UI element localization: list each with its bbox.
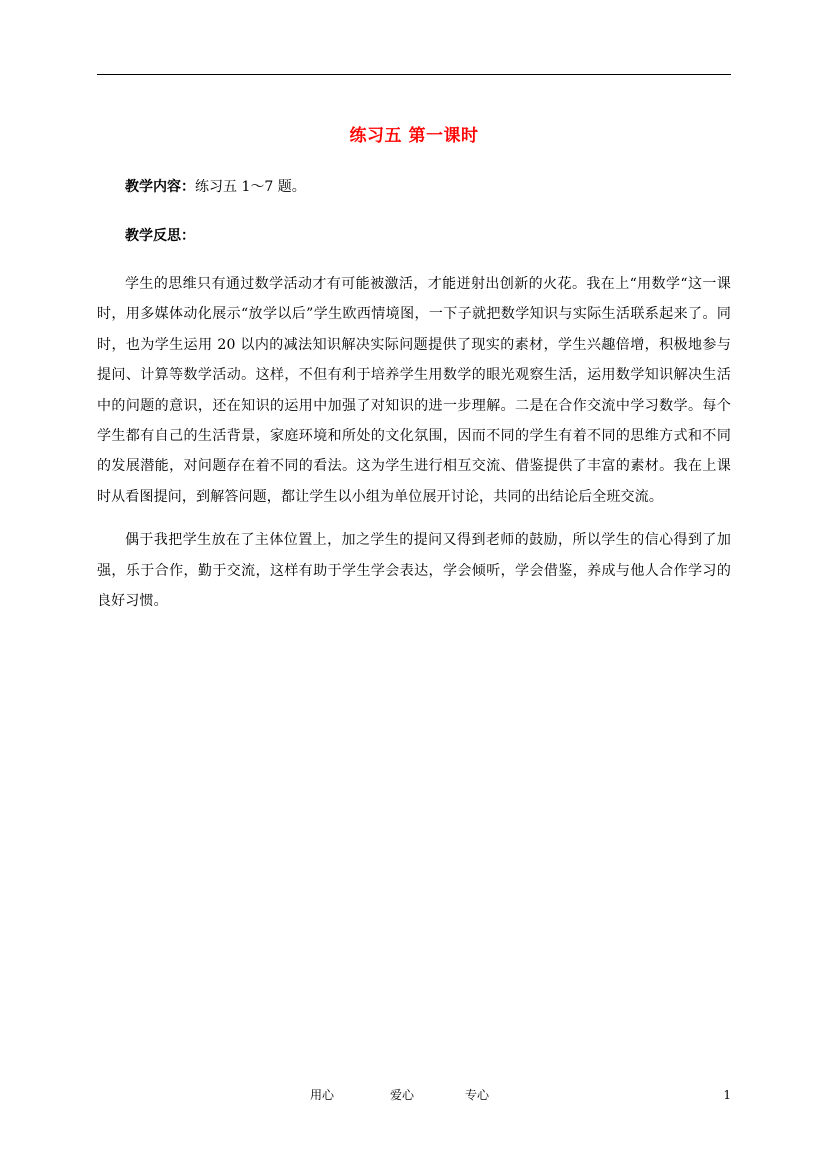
- teaching-content-line: [97, 174, 731, 200]
- footer-motto-2: 爱心: [390, 1088, 415, 1102]
- footer-motto-1: 用心: [310, 1088, 335, 1102]
- page-number: 1: [723, 1088, 731, 1102]
- document-title: 练习五 第一课时: [349, 126, 479, 146]
- teaching-content-value: 练习五 1～7 题。: [195, 179, 306, 195]
- footer-motto-3: 专心: [465, 1088, 490, 1102]
- page-footer: [0, 1085, 827, 1105]
- reflection-paragraph-2: 偶于我把学生放在了主体位置上，加之学生的提问又得到老师的鼓励，所以学生的信心得到了加强，乐于合作，勤于交流，这样有助于学生学会表达，学会倾听，学会借鉴，养成与他人合作学习的良好习惯。: [97, 532, 731, 610]
- teaching-reflection-line: [97, 223, 731, 249]
- document-body: [97, 174, 731, 616]
- reflection-paragraph-1: 学生的思维只有通过数学活动才有可能被激活，才能迸射出创新的火花。我在上“用数学“这一课时，用多媒体动化展示“放学以后”学生欧西情境图，一下子就把数学知识与实际生活联系起来了。同时，也为学生运用 20 以内的减法知识解决实际问题提供了现实的素材，学生兴趣倍增，积极地参与提问、计算等数学活动。这样，不但有利于培养学生用数学的眼光观察生活，运用数学知识解决生活中的问题的意识，还在知识的运用中加强了对知识的进一步理解。二是在合作交流中学习数学。每个学生都有自己的生活背景，家庭环境和所处的文化氛围，因而不同的学生有着不同的思维方式和不同的发展潜能，对问题存在着不同的看法。这为学生进行相互交流、借鉴提供了丰富的素材。我在上课时从看图提问，到解答问题，都让学生以小组为单位展开讨论，共同的出结论后全班交流。: [97, 276, 731, 505]
- header-rule: [97, 74, 731, 75]
- teaching-reflection-label: 教学反思：: [125, 228, 195, 244]
- teaching-content-label: 教学内容：: [125, 179, 195, 195]
